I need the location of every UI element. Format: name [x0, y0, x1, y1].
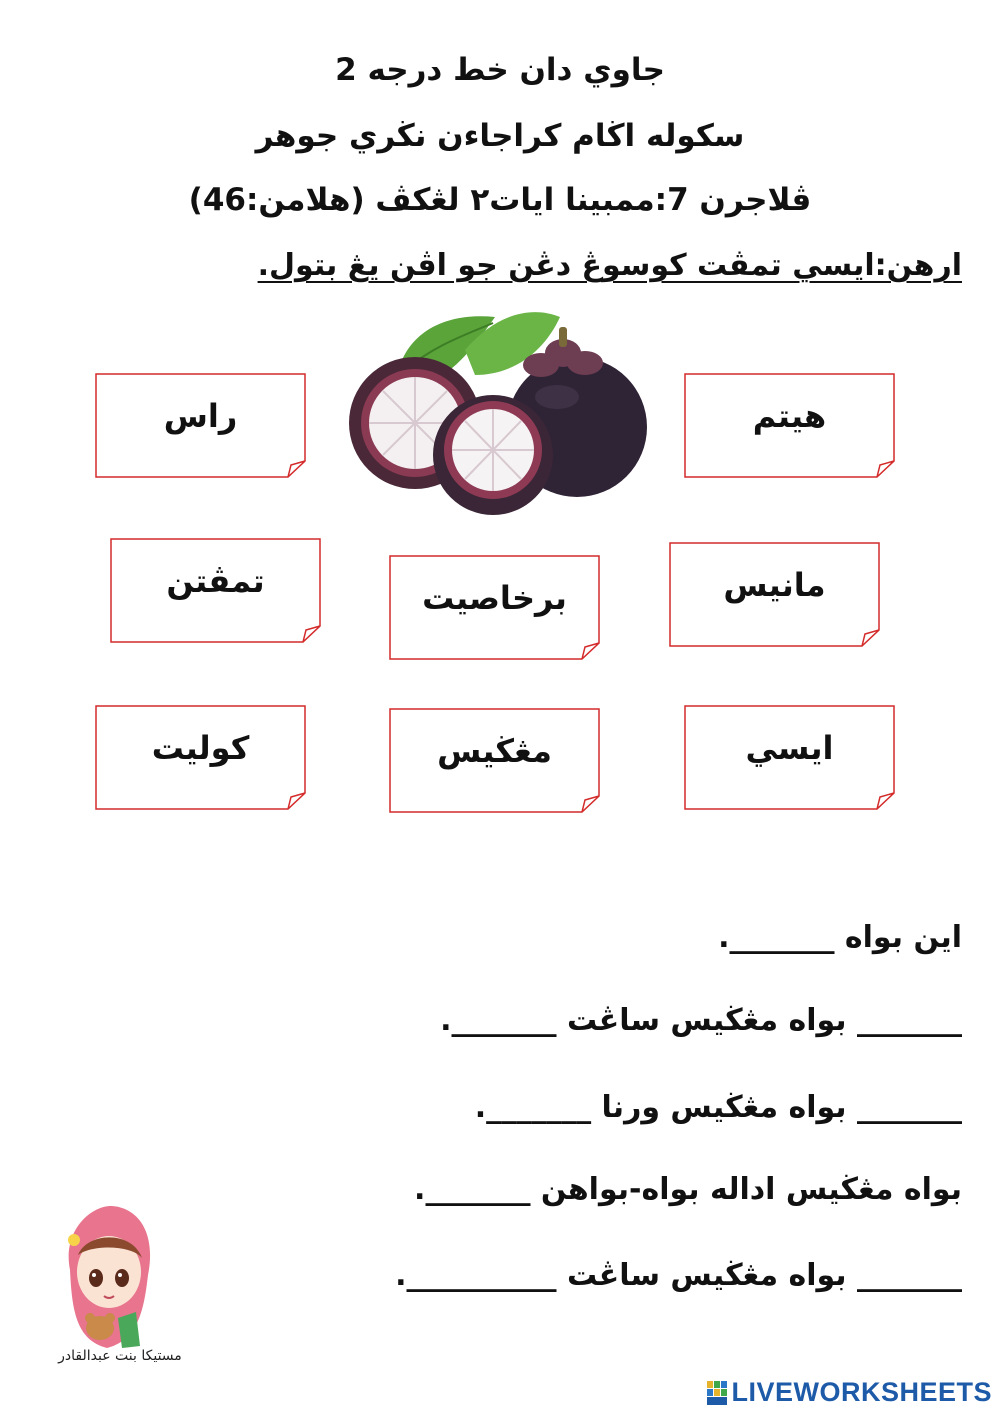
- instruction: ارهن:ايسي تمڤت کوسوڠ دڠن جو اڤن يڠ بتول.: [257, 248, 962, 283]
- word-card-kulit[interactable]: [95, 705, 306, 810]
- school-name: سکوله اڬام کراجاءن نڬري جوهر: [255, 118, 745, 154]
- question-1[interactable]: اين بواه _______.: [718, 920, 962, 955]
- word-card-berkhasiat[interactable]: [389, 555, 600, 660]
- word-card-isi[interactable]: [684, 705, 895, 810]
- word-card-label: مانيس: [723, 565, 826, 604]
- word-card-label: هيتم: [752, 396, 827, 435]
- mangosteen-image: [345, 305, 650, 515]
- question-2[interactable]: _______ بواه مڠڬيس ساڠت _______.: [440, 1003, 962, 1038]
- liveworksheets-logo-icon: [706, 1380, 728, 1406]
- question-5[interactable]: _______ بواه مڠڬيس ساڠت __________.: [395, 1258, 962, 1293]
- author-avatar-illustration: [52, 1200, 162, 1350]
- word-card-tempatan[interactable]: [110, 538, 321, 643]
- word-card-label: برخاصيت: [422, 578, 567, 617]
- word-card-manggis[interactable]: [389, 708, 600, 813]
- word-card-ras[interactable]: [95, 373, 306, 478]
- word-card-label: راس: [163, 396, 238, 435]
- lesson-title: ڤلاجرن 7:ممبينا ايات٢ لڠکڤ (هلامن:46): [188, 182, 812, 218]
- word-card-label: مڠڬيس: [437, 731, 552, 770]
- brand-name: LIVEWORKSHEETS: [731, 1377, 992, 1407]
- word-card-haitam[interactable]: [684, 373, 895, 478]
- liveworksheets-brand[interactable]: [706, 1377, 992, 1408]
- worksheet-title: جاوي دان خط درجه 2: [335, 52, 665, 88]
- word-card-label: ايسي: [745, 728, 834, 767]
- word-card-label: کوليت: [151, 728, 250, 767]
- question-3[interactable]: _______ بواه مڠڬيس ورنا _______.: [474, 1090, 962, 1125]
- question-4[interactable]: بواه مڠڬيس اداله بواه-بواهن _______.: [414, 1172, 962, 1207]
- word-card-manis[interactable]: [669, 542, 880, 647]
- author-credit: مستيکا بنت عبدالقادر: [58, 1348, 182, 1364]
- word-card-label: تمڤتن: [166, 561, 265, 600]
